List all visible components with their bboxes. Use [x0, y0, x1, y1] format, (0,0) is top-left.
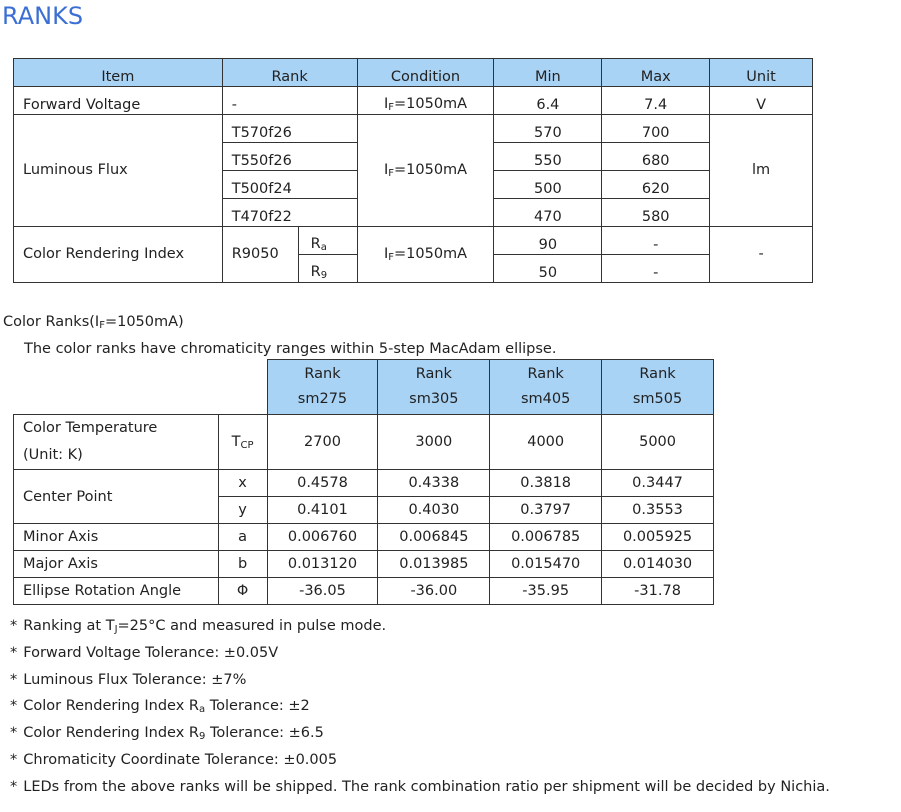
table-row [14, 524, 714, 551]
footnote: * Color Rendering Index $R_a$ Tolerance: ±2 [10, 698, 310, 716]
table-row [14, 115, 813, 143]
symbol-a: a [218, 524, 267, 551]
value-cell: 0.014030 [602, 551, 714, 578]
item-cri: Color Rendering Index [14, 227, 223, 283]
max-luminous-flux: 620 [602, 171, 710, 199]
min-forward-voltage: 6.4 [494, 87, 602, 115]
header-blank [14, 360, 268, 415]
label-color-temperature: Color Temperature (Unit: K) [14, 415, 219, 470]
condition-luminous-flux: $I_F=1050mA$ [357, 115, 494, 227]
table-row [14, 578, 714, 605]
rank-luminous-flux: T470f22 [222, 199, 357, 227]
color-ranks-heading: Color $Ranks(I_F=1050mA)$ [3, 314, 184, 331]
value-cell: 0.013120 [267, 551, 378, 578]
ranks-table [13, 58, 813, 283]
value-cell: 0.005925 [602, 524, 714, 551]
header-rank: Rank [222, 59, 357, 87]
max-cri-r9: - [602, 255, 710, 283]
footnote: * Color Rendering Index $R_9$ Tolerance: ±6.5 [10, 725, 324, 743]
value-cell: 0.4338 [378, 470, 490, 497]
value-cell: 0.006785 [490, 524, 602, 551]
symbol-phi: Φ [218, 578, 267, 605]
value-cell: 0.3553 [602, 497, 714, 524]
item-luminous-flux: Luminous Flux [14, 115, 223, 227]
value-cell: 0.4030 [378, 497, 490, 524]
header-condition: Condition [357, 59, 494, 87]
value-cell: 0.006760 [267, 524, 378, 551]
table-row [14, 470, 714, 497]
cri-sub-r9: $R_9$ [298, 255, 357, 283]
value-cell: 0.4578 [267, 470, 378, 497]
value-cell: -31.78 [602, 578, 714, 605]
label-center-point: Center Point [14, 470, 219, 524]
table-row [14, 551, 714, 578]
value-cell: -36.05 [267, 578, 378, 605]
value-cell: 0.013985 [378, 551, 490, 578]
value-cell: -36.00 [378, 578, 490, 605]
value-cell: 0.3447 [602, 470, 714, 497]
min-luminous-flux: 470 [494, 199, 602, 227]
min-luminous-flux: 500 [494, 171, 602, 199]
table-row [14, 87, 813, 115]
rank-luminous-flux: T550f26 [222, 143, 357, 171]
symbol-x: x [218, 470, 267, 497]
header-rank-sm505: Rank sm505 [602, 360, 714, 415]
item-forward-voltage: Forward Voltage [14, 87, 223, 115]
rank-cri: R9050 [222, 227, 298, 283]
value-cell: 3000 [378, 415, 490, 470]
rank-forward-voltage: - [222, 87, 357, 115]
max-luminous-flux: 680 [602, 143, 710, 171]
footnotes [10, 615, 830, 803]
color-ranks-table [13, 359, 714, 605]
footnote: * Forward Voltage Tolerance: ±0.05V [10, 644, 279, 661]
value-cell: 0.3818 [490, 470, 602, 497]
unit-luminous-flux: lm [710, 115, 813, 227]
max-forward-voltage: 7.4 [602, 87, 710, 115]
min-luminous-flux: 570 [494, 115, 602, 143]
symbol-b: b [218, 551, 267, 578]
page-title: RANKS [2, 2, 84, 30]
min-cri-r9: 50 [494, 255, 602, 283]
table-row [14, 415, 714, 470]
value-cell: 0.4101 [267, 497, 378, 524]
value-cell: 4000 [490, 415, 602, 470]
rank-luminous-flux: T570f26 [222, 115, 357, 143]
header-rank-sm275: Rank sm275 [267, 360, 378, 415]
header-unit: Unit [710, 59, 813, 87]
value-cell: -35.95 [490, 578, 602, 605]
max-luminous-flux: 580 [602, 199, 710, 227]
value-cell: 0.006845 [378, 524, 490, 551]
cri-sub-ra: $R_a$ [298, 227, 357, 255]
unit-cri: - [710, 227, 813, 283]
symbol-y: y [218, 497, 267, 524]
value-cell: 0.3797 [490, 497, 602, 524]
footnote: * Luminous Flux Tolerance: ±7% [10, 671, 247, 688]
rank-luminous-flux: T500f24 [222, 171, 357, 199]
max-cri-ra: - [602, 227, 710, 255]
footnote: * LEDs from the above ranks will be shipped. The rank combination ratio per shipment will be decided by Nichia. [10, 778, 830, 795]
table-row [14, 227, 813, 255]
symbol-tcp: $T_{CP}$ [218, 415, 267, 470]
ranks-header-row [14, 59, 813, 87]
value-cell: 0.015470 [490, 551, 602, 578]
label-minor-axis: Minor Axis [14, 524, 219, 551]
min-luminous-flux: 550 [494, 143, 602, 171]
color-ranks-note: The color ranks have chromaticity ranges within 5-step MacAdam ellipse. [24, 341, 557, 357]
header-item: Item [14, 59, 223, 87]
header-rank-sm405: Rank sm405 [490, 360, 602, 415]
footnote: * Chromaticity Coordinate Tolerance: ±0.005 [10, 751, 338, 768]
value-cell: 5000 [602, 415, 714, 470]
min-cri-ra: 90 [494, 227, 602, 255]
max-luminous-flux: 700 [602, 115, 710, 143]
footnote: * Ranking at $T_J=25^\circ C$ and measured in pulse mode. [10, 618, 387, 635]
condition-cri: $I_F=1050mA$ [357, 227, 494, 283]
color-header-row [14, 360, 714, 415]
condition-forward-voltage: $I_F=1050mA$ [357, 87, 494, 115]
label-rotation-angle: Ellipse Rotation Angle [14, 578, 219, 605]
unit-forward-voltage: V [710, 87, 813, 115]
header-max: Max [602, 59, 710, 87]
label-major-axis: Major Axis [14, 551, 219, 578]
header-min: Min [494, 59, 602, 87]
header-rank-sm305: Rank sm305 [378, 360, 490, 415]
value-cell: 2700 [267, 415, 378, 470]
